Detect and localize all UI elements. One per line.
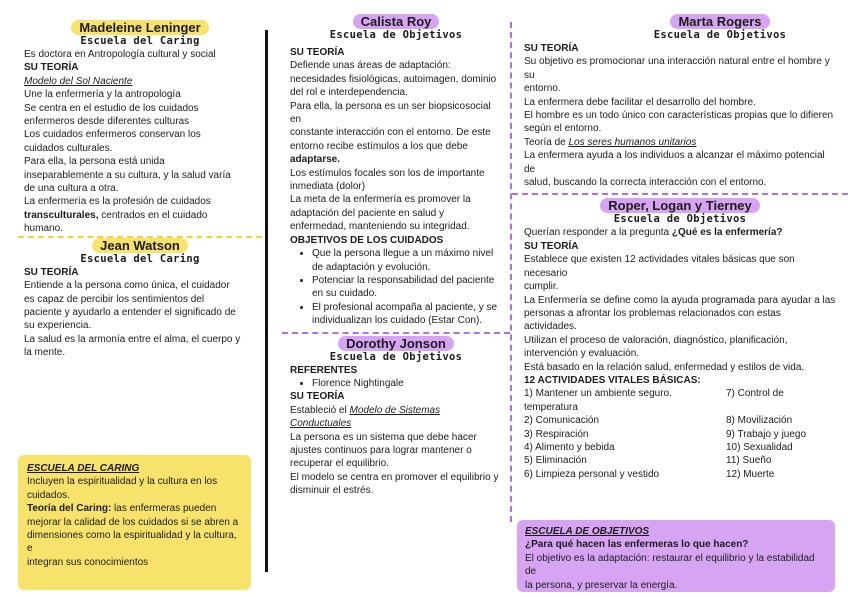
rlt-su-teoria: SU TEORÍA xyxy=(524,240,579,252)
activity-item: 3) Respiración xyxy=(524,428,589,440)
roy-su-teoria: SU TEORÍA xyxy=(290,47,345,58)
roy-line: Los estímulos focales son los de importante xyxy=(290,167,485,179)
johnson-school: Escuela de Objetivos xyxy=(329,350,463,363)
johnson-line: disminuir el estrés. xyxy=(290,485,374,497)
watson-line: su experiencia. xyxy=(24,320,92,332)
activity-item: 9) Trabajo y juego xyxy=(726,428,807,440)
caring-box-line: dimensiones como la espiritualidad y la cultura, e xyxy=(27,530,237,555)
roy-title: Calista Roy xyxy=(290,14,502,29)
caring-box-line: integran sus conocimientos xyxy=(27,556,149,568)
caring-box-bold: Teoría del Caring: xyxy=(27,503,112,515)
roy-line: adaptación del paciente en salud y xyxy=(290,207,445,219)
johnson-ref-item: • Florence Nightingale xyxy=(312,377,502,390)
activity-row xyxy=(524,428,836,441)
roy-line: enfermedad, manteniendo su integridad. xyxy=(290,221,470,233)
leininger-line: Para ella, la persona está unida xyxy=(24,156,165,168)
watson-su-teoria: SU TEORÍA xyxy=(24,266,79,278)
leininger-after: centrados en el cuidado xyxy=(98,209,208,221)
objetivos-box-line: la persona, y preservar la energía. xyxy=(525,579,678,591)
leininger-line: cuidados culturales. xyxy=(24,142,113,154)
watson-line: Entiende a la persona como única, el cuidador xyxy=(24,280,230,292)
leininger-title: Madeleine Leninger xyxy=(24,20,256,35)
roy-bullet: • Potenciar la responsabilidad del paciente en su cuidado. xyxy=(312,274,502,301)
rogers-school: Escuela de Objetivos xyxy=(653,29,787,41)
activity-row xyxy=(524,387,836,400)
caring-summary-box xyxy=(18,455,251,590)
roy-bullet: • Que la persona llegue a un máximo nivel de adaptación y evolución. xyxy=(312,247,502,274)
caring-box-line: mejorar la calidad de los cuidados si se abren a xyxy=(27,516,239,528)
roy-line: necesidades fisiológicas, autoimagen, dominio xyxy=(290,73,497,85)
watson-line: es capaz de percibir los sentimientos del xyxy=(24,293,205,305)
rogers-teoria xyxy=(524,136,836,149)
rlt-line: Está basado en la relación salud, enfermedad y estilos de vida. xyxy=(524,361,805,373)
rlt-question-prefix: Querían responder a la pregunta xyxy=(524,227,672,239)
caring-box-after: las enfermeras pueden xyxy=(111,503,217,515)
leininger-model: Modelo del Sol Naciente xyxy=(24,75,133,87)
activity-item: 10) Sexualidad xyxy=(726,441,793,453)
rogers-line: La enfermera ayuda a los individuos a alcanzar el máximo potencial de xyxy=(524,150,825,175)
rogers-line: Su objetivo es promocionar una interacción natural entre el hombre y su xyxy=(524,56,830,81)
activity-row xyxy=(524,401,836,414)
section-divider-dashed xyxy=(512,193,848,195)
column-caring xyxy=(24,20,256,360)
johnson-line: El modelo se centra en promover el equilibrio y xyxy=(290,471,499,483)
roy-adapt: adaptarse. xyxy=(290,154,341,166)
objetivos-summary-box xyxy=(517,520,835,592)
rogers-teoria-prefix: Teoría de xyxy=(524,136,569,148)
activity-item: 12) Muerte xyxy=(726,468,775,480)
activities-table xyxy=(524,387,836,481)
column-divider-2 xyxy=(510,22,512,522)
column-divider-1 xyxy=(265,30,268,572)
johnson-line: La persona es un sistema que debe hacer xyxy=(290,431,477,443)
activity-item: temperatura xyxy=(524,401,578,413)
leininger-line: Se centra en el estudio de los cuidados xyxy=(24,102,199,114)
watson-line: La salud es la armonía entre el alma, el cuerpo y xyxy=(24,333,241,345)
activity-item: 1) Mantener un ambiente seguro. xyxy=(524,388,672,400)
leininger-su-teoria: SU TEORÍA xyxy=(24,62,79,74)
rogers-line: entorno. xyxy=(524,83,561,95)
rlt-question-bold: ¿Qué es la enfermería? xyxy=(671,227,783,239)
activity-item: 8) Movilización xyxy=(726,415,793,427)
watson-line: la mente. xyxy=(24,347,66,359)
objetivos-box-line: El objetivo es la adaptación: restaurar el equilibrio y la estabilidad de xyxy=(525,552,815,578)
caring-box-theory xyxy=(27,502,242,515)
roy-bullets xyxy=(290,247,502,327)
johnson-referentes: REFERENTES xyxy=(290,364,358,376)
activity-row xyxy=(524,441,836,454)
activity-item xyxy=(726,401,836,414)
activity-item: 2) Comunicación xyxy=(524,415,600,427)
activity-item: 7) Control de xyxy=(726,388,784,400)
leininger-line: Une la enfermería y la antropología xyxy=(24,89,181,101)
activity-item: 5) Eliminación xyxy=(524,455,587,467)
johnson-su-teoria: SU TEORÍA xyxy=(290,391,345,403)
leininger-last: humano. xyxy=(24,223,63,235)
column-objetivos-1 xyxy=(290,14,502,498)
activity-item: 4) Alimento y bebida xyxy=(524,441,615,453)
roy-line: entorno recibe estímulos a los que debe xyxy=(290,140,468,152)
activity-row xyxy=(524,454,836,467)
leininger-transcultural xyxy=(24,209,256,222)
rlt-line: La Enfermería se define como la ayuda programada para ayudar a las xyxy=(524,294,836,306)
leininger-school: Escuela del Caring xyxy=(80,35,200,47)
watson-line: paciente y ayudarlo a entender el significado de xyxy=(24,306,236,318)
rlt-line: intervención y evaluación. xyxy=(524,348,640,360)
leininger-intro: Es doctora en Antropología cultural y social xyxy=(24,49,216,60)
rogers-line: La enfermera debe facilitar el desarrollo del hombre. xyxy=(524,96,756,108)
rogers-title: Marta Rogers xyxy=(524,14,836,29)
johnson-line: recuperar el equilibrio. xyxy=(290,458,389,470)
johnson-line: ajustes continuos para lograr mantener o xyxy=(290,444,472,456)
roy-line: Para ella, la persona es un ser biopsicosocial en xyxy=(290,100,491,126)
leininger-line: Los cuidados enfermeros conservan los xyxy=(24,129,201,141)
leininger-bold: transculturales, xyxy=(24,209,99,221)
roy-school: Escuela de Objetivos xyxy=(329,29,463,41)
rlt-line: Establece que existen 12 actividades vitales básicas que son necesario xyxy=(524,254,795,279)
johnson-model: Modelo de Sistemas Conductuales xyxy=(290,404,441,430)
section-divider-dashed xyxy=(282,332,510,334)
rogers-teoria-name: Los seres humanos unitarios xyxy=(568,136,697,148)
roy-line: inmediata (dolor) xyxy=(290,181,366,193)
column-objetivos-2 xyxy=(524,14,836,481)
roy-line: Defiende unas áreas de adaptación: xyxy=(290,60,451,72)
roy-line: constante interacción con el entorno. De este xyxy=(290,127,491,139)
johnson-model-prefix: Estableció el xyxy=(290,404,350,416)
caring-box-line: cuidados. xyxy=(27,489,70,501)
johnson-model-line xyxy=(290,404,502,431)
rogers-line: salud, buscando la correcta interacción con el entorno. xyxy=(524,177,767,189)
caring-box-line: Incluyen la espiritualidad y la cultura en los xyxy=(27,476,218,488)
johnson-title: Dorothy Jonson xyxy=(290,336,502,351)
leininger-line: enfermeros desde diferentes culturas xyxy=(24,116,190,128)
rlt-line: cumplir. xyxy=(524,281,559,293)
activity-row xyxy=(524,414,836,427)
leininger-line: La enfermería es la profesión de cuidados xyxy=(24,196,211,208)
johnson-ref-list xyxy=(290,377,502,390)
activity-item: 11) Sueño xyxy=(726,455,772,467)
roy-line: La meta de la enfermería es promover la xyxy=(290,194,471,206)
objetivos-box-title: ESCUELA DE OBJETIVOS xyxy=(525,526,650,537)
rogers-line: según el entorno. xyxy=(524,123,602,135)
leininger-line: inseparablemente a su cultura, y la salud varía xyxy=(24,169,231,181)
roy-objetivos: OBJETIVOS DE LOS CUIDADOS xyxy=(290,234,444,246)
rlt-activities-title: 12 ACTIVIDADES VITALES BÁSICAS: xyxy=(524,374,701,386)
roy-bullet: • El profesional acompaña al paciente, y se individualizan los cuidado (Estar Con). xyxy=(312,301,502,328)
rlt-title: Roper, Logan y Tierney xyxy=(524,198,836,213)
watson-school: Escuela del Caring xyxy=(80,252,200,265)
objetivos-box-question: ¿Para qué hacen las enfermeras lo que hacen? xyxy=(525,539,749,551)
rlt-school: Escuela de Objetivos xyxy=(613,213,747,226)
activity-row xyxy=(524,468,836,481)
leininger-line: de una cultura a otra. xyxy=(24,183,119,195)
roy-line: del rol e interdependencia. xyxy=(290,87,408,99)
rlt-line: Utilizan el proceso de valoración, diagnóstico, planificación, xyxy=(524,334,788,346)
activity-item: 6) Limpieza personal y vestido xyxy=(524,468,660,480)
watson-title: Jean Watson xyxy=(24,238,256,253)
rlt-question xyxy=(524,226,836,239)
caring-box-title: ESCUELA DEL CARING xyxy=(27,463,140,474)
rlt-line: personas a afrontar los problemas relacionados con estas actividades. xyxy=(524,307,781,333)
rogers-line: El hombre es un todo único con características propias que lo difieren xyxy=(524,110,834,122)
rogers-su-teoria: SU TEORÍA xyxy=(524,43,579,54)
